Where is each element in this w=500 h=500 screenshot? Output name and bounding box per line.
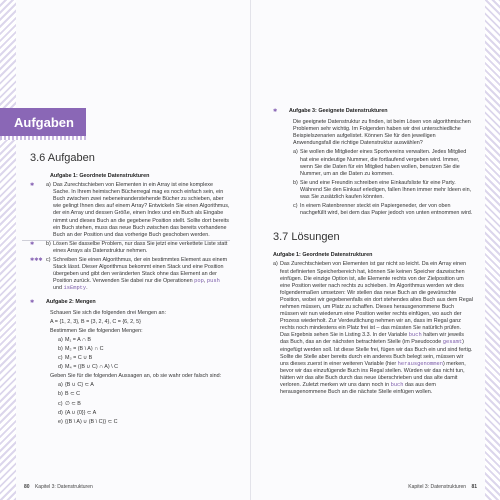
banner-stripe (0, 136, 86, 140)
task2-truth-intro: Geben Sie für die folgenden Aussagen an, ob sie wahr oder falsch sind: (50, 373, 222, 380)
list-item: d) M₄ = ((B ∪ C) ∩ A) \ C (58, 364, 118, 371)
task3-item-b: b) Sie und eine Freundin schreiben eine Einkaufsliste für eine Party. Während Sie den Einkauf erledigen, fallen Ihnen immer mehr Ideen ein, was Sie zusätzlich kaufen könnten. (293, 179, 472, 201)
section-heading-loesungen: 3.7 Lösungen (273, 231, 340, 244)
list-item: c) ∅ ⊂ B (58, 400, 81, 407)
list-item: a) {B ∪ C} ⊂ A (58, 382, 94, 389)
list-item: b) B ⊂ C (58, 391, 81, 398)
task2-sets: A = {1, 2, 3}, B = {3, 2, 4}, C = {6, 2, 5} (50, 318, 141, 325)
page-number: 81 (471, 484, 477, 490)
task3-item-c: c) In einem Ratenbrenner steckt ein Papiergeneder, der von oben nachgefüllt wird, bei dem das Papier jedoch von unten entnommen wird. (293, 203, 473, 217)
task1-item-a: ✱ a) Das Zurechtschieben von Elementen in ein Array ist eine komplexe Sache. In Ihrem heimischen Bücherregal mag es noch einfach sein, ein Buch zwischen zwei nebeneinanderstehende Bücher zu schieben, aber wie gelingt Ihnen dies auf einem Array? Entwickeln Sie einen Algorithmus, der ein Array und dessen Größe, einen Index und ein Buch als Eingabe nimmt und dieses Buch an die gegebene Position stellt. Sollte dort bereits ein Buch stehen, muss das neue Buch zwischen das bereits vorhandene Buch an der Position und das vorherige Buch geschoben werden. (30, 182, 230, 238)
left-footer (24, 484, 93, 490)
difficulty-stars: ✱ (30, 240, 35, 247)
right-page-content (273, 108, 473, 398)
task2-set-list (30, 337, 230, 371)
left-page-content (30, 152, 230, 428)
list-item: c) M₃ = C ∪ B (58, 355, 93, 362)
task2-body: Schauen Sie sich die folgenden drei Mengen an: A = {1, 2, 3}, B = {3, 2, 4}, C = {6, 2, 5} Bestimmen Sie die folgenden Mengen: (30, 310, 230, 335)
task3-header (273, 108, 473, 117)
solution1-a: a) Das Zurechtschieben von Elementen ist gar nicht so leicht. Da ein Array einen fest definierten Speicherbereich hat, können Sie keinen Speicher dazwischen einfügen. Die einzige Option ist, alle Elemente rechts von der Zielposition um eine Position weiter nach rechts zu schieben. Im Algorithmus werden wir dies folgendermaßen umsetzen: Wir stellen das neue Buch an die gewünschte Position, wobei wir gegebenenfalls ein dort stehendes altes Buch aus dem Regal nehmen müssen, um Platz zu schaffen. Dieses herausgenommene Buch müssen wir nun wiederum eine Position weiter rechts einfügen, wo auch der Prozess wiederholt. Zur Verdeutlichung nehmen wir an, dass im Regal ganz rechts noch mindestens ein Platz frei ist – das müssten Sie natürlich prüfen. Das Ergebnis sehen Sie in Listing 3.3. In der Variable buch halten wir jeweils das Buch, das an der nächsten betrachteten Stelle (im Pseudocode gesamt) eingefügt werden soll. Ist diese Stelle frei, fügen wir das Buch ein und sind fertig. Sollte die Stelle aber bereits durch ein anderes Buch belegt sein, müssen wir uns dieses zuerst in einer weiteren Variable (hier herausgenommen) merken, bevor wir das einzufügende Buch ins Regal stellen. Würden wir das nicht tun, hätten wir das alte Buch durch das neue überschrieben und das alte damit verloren. Zuletzt merken wir uns dann noch in buch das aus dem herausgenommene Buch an die nächste Stelle einfügen wollen. (273, 261, 473, 396)
list-item: b) M₂ = (B \ A) ∩ C (58, 345, 104, 352)
section-heading-aufgaben: 3.6 Aufgaben (30, 152, 95, 164)
task2-header (30, 299, 230, 308)
difficulty-stars: ✱ (30, 182, 35, 189)
difficulty-stars: ✱✱✱ (30, 257, 43, 264)
task1-item-b: ✱ b) Lösen Sie dasselbe Problem, nur dass Sie jetzt eine verkettete Liste statt eines Arrays als Datenstruktur nehmen. (30, 240, 228, 254)
task3-intro: Die geeignete Datenstruktur zu finden, ist beim Lösen von algorithmischen Problemen sehr wichtig. Im Folgenden haben wir drei unterschiedliche Beispielszenarien aufgelistet. Können Sie für den jeweiligen Anwendungsfall die richtige Datenstruktur auswählen? (293, 119, 471, 147)
solution1-title: Aufgabe 1: Geordnete Datenstrukturen (273, 252, 373, 259)
list-item: d) {A ∪ {0}} ⊂ A (58, 409, 97, 416)
decorative-hatch-right (485, 0, 500, 500)
right-page (250, 0, 500, 500)
difficulty-stars: ✱ (30, 298, 35, 305)
chapter-banner: Aufgaben (0, 108, 86, 136)
decorative-hatch-left (0, 0, 16, 500)
task1-item-c: ✱✱✱ c) Schreiben Sie einen Algorithmus, der ein bestimmtes Element aus einem Stack lässt. Dieser Algorithmus bekommt einen Stack und eine Position übergeben und gibt den veränderten Stack ohne das Element an der Position zurück. Verwenden Sie dabei nur die Operationen pop, push und isEmpty. (30, 257, 228, 292)
running-title: Kapitel 3: Datenstrukturen (408, 484, 467, 490)
task3-item-a: a) Sie wollen die Mitglieder eines Sportvereins verwalten. Jedes Mitglied hat eine eindeutige Nummer, die fortlaufend vergeben wird. Immer, wenn Sie die Daten für ein Mitglied haben wollen, benutzen Sie die Nummer, um an die Daten zu kommen. (293, 149, 467, 177)
task1-title: Aufgabe 1: Geordnete Datenstrukturen (50, 173, 150, 179)
task2-truth-list (30, 382, 230, 425)
list-item: e) {(B \ A) ∪ (B \ C)} ⊂ C (58, 418, 118, 425)
task2-title: Aufgabe 2: Mengen (46, 298, 96, 305)
difficulty-stars: ✱ (273, 108, 278, 114)
list-item: a) M₁ = A ∩ B (58, 336, 91, 343)
page-number: 80 (24, 484, 30, 490)
running-title: Kapitel 3: Datenstrukturen (34, 484, 93, 490)
task3-title: Aufgabe 3: Geeignete Datenstrukturen (289, 108, 388, 114)
right-footer (408, 484, 477, 490)
